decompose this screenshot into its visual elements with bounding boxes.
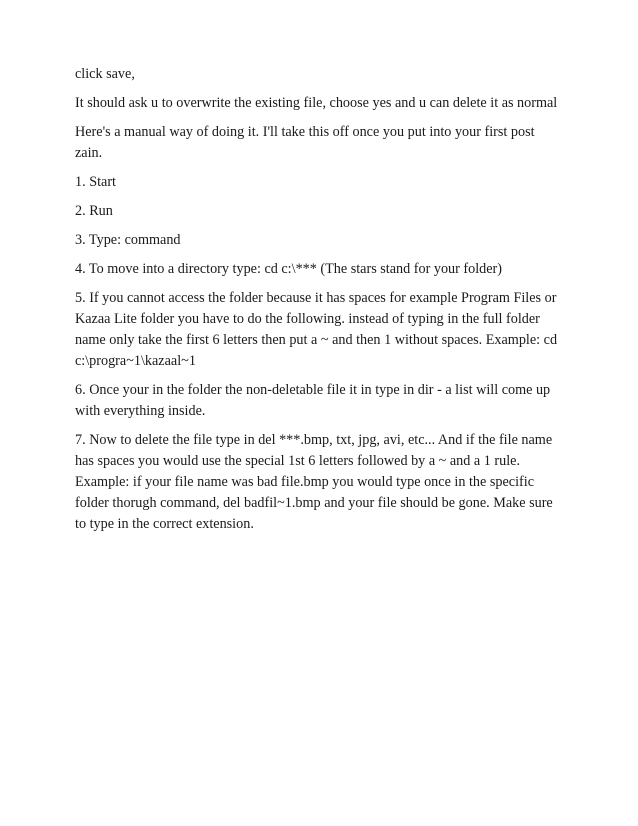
paragraph-manual-way: Here's a manual way of doing it. I'll take this off once you put into your first post zain. — [75, 124, 535, 161]
step-7-delete-file: 7. Now to delete the file type in del ***.bmp, txt, jpg, avi, etc... And if the file name has spaces you would use the special 1st 6 letters followed by a ~ and a 1 rule. Example: if your file name was bad file.bmp you would type once in the specific folder thorugh command, del badfil~1.bmp and your file should be gone. Make sure to type in the correct extension. — [75, 432, 553, 532]
step-3-type-command: 3. Type: command — [75, 232, 181, 248]
step-1-start: 1. Start — [75, 174, 116, 190]
paragraph-overwrite: It should ask u to overwrite the existing file, choose yes and u can delete it as normal — [75, 95, 558, 111]
paragraph-click-save: click save, — [75, 66, 135, 82]
step-4-move-directory: 4. To move into a directory type: cd c:\*** (The stars stand for your folder) — [75, 261, 503, 277]
step-6-list-dir: 6. Once your in the folder the non-deletable file it in type in dir - a list will come up with everything inside. — [75, 382, 551, 419]
step-2-run: 2. Run — [75, 203, 113, 219]
document-body — [75, 64, 565, 543]
step-5-spaces-folder: 5. If you cannot access the folder because it has spaces for example Program Files or Kazaa Lite folder you have to do the following. instead of typing in the full folder name only take the first 6 letters then put a ~ and then 1 without spaces. Example: cd c:\progra~1\kazaal~1 — [75, 290, 558, 369]
